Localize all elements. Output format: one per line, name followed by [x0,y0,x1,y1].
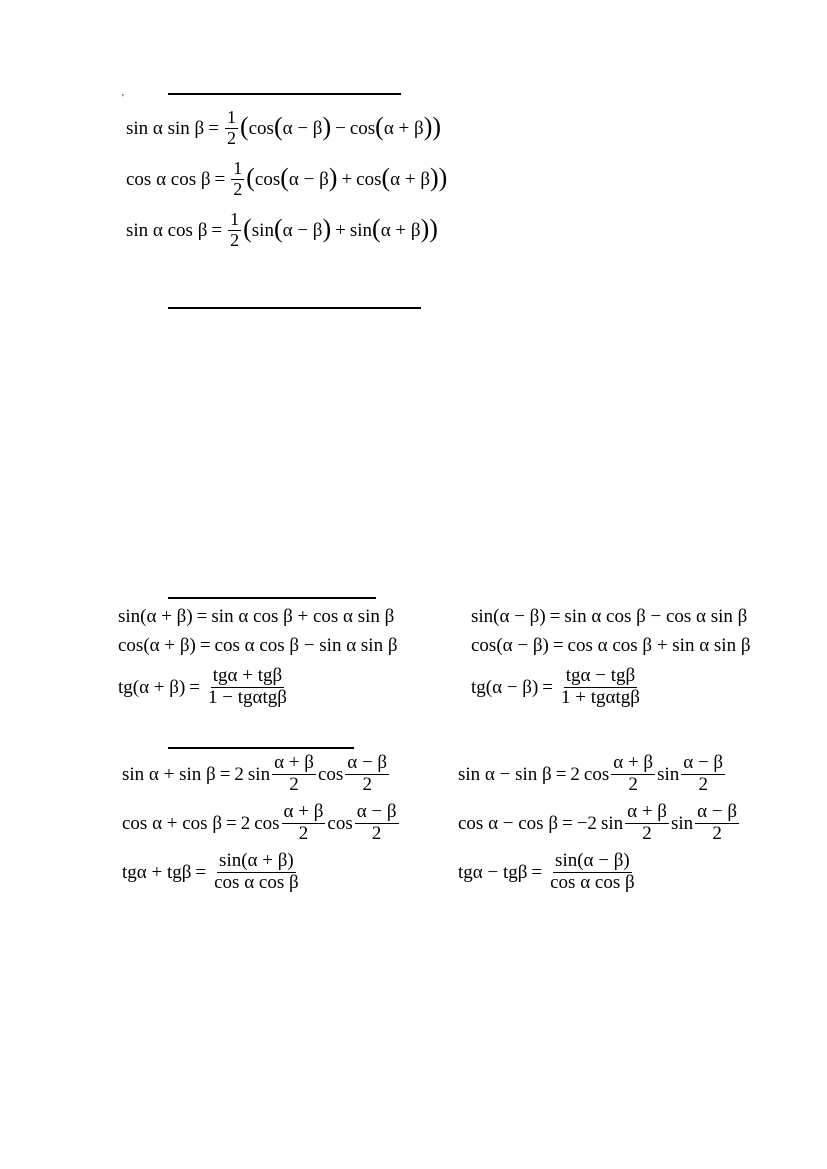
arg: α + β [390,168,430,190]
fraction-numerator: α − β [347,752,388,773]
formula-lhs: sin α cos β [126,219,208,241]
fraction-numerator: sin(α − β) [555,850,630,871]
fraction-numerator: α − β [356,801,397,822]
func: cos [254,168,281,190]
arg: α − β [288,168,329,190]
formula-tg-diff: tg(α − β) = $\frac{\text{tgα − tgβ}}{\text{1 + tgαtgβ}}$ [471,665,640,708]
fraction-denominator: 2 [628,773,638,795]
fraction-numerator: tgα + tgβ [212,665,283,686]
formula-lhs: cos α − cos β [458,812,558,834]
func: cos [248,117,274,139]
formula-lhs: sin α − sin β [458,763,552,785]
stray-mark: ' [122,93,124,104]
arg: α − β [282,117,323,139]
formula-rhs: cos α cos β + sin α sin β [567,635,751,656]
arg: α + β [383,117,424,139]
fraction-denominator: 2 [371,822,382,844]
arg: α + β [380,219,421,241]
fraction-numerator: sin(α + β) [219,850,294,871]
fraction-denominator: 2 [642,822,652,844]
coefficient: −2 [576,812,597,834]
formula-cos-minus-cos: cos α − cos β = −2 sin $\frac{\alpha + \beta}{2}$ sin $\frac{\alpha - \beta}{2}$ [458,801,737,844]
func: sin [251,219,274,241]
section-rule-product-to-sum [168,93,401,95]
formula-lhs: cos(α + β) [118,635,196,656]
formula-lhs: tg(α − β) [471,676,539,698]
arg: α − β [282,219,323,241]
formula-sin-sin: sin α sin β = $\frac{1}{2}$ ( cos ( α − β ) − cos ( α + β )) [126,107,442,148]
func: sin [670,812,694,834]
formula-cos-plus-cos: cos α + cos β = 2 cos $\frac{\alpha + \beta}{2}$ cos $\frac{\alpha - \beta}{2}$ [122,801,397,844]
formula-rhs: sin α cos β + cos α sin β [211,606,395,627]
section-rule-sum-to-product [168,747,354,749]
formula-sin-cos: sin α cos β = $\frac{1}{2}$ ( sin ( α − β ) + sin ( α + β )) [126,209,438,250]
formula-cos-sum: cos(α + β) = cos α cos β − sin α sin β [118,635,398,656]
formula-tg-plus-tg: tgα + tgβ = $\frac{\sin(\alpha + \beta)}{\text{cos α cos β}}$ [122,850,299,893]
coef-numerator: 1 [230,209,240,229]
formula-lhs: sin α + sin β [122,763,216,785]
func: sin [657,763,680,785]
coef-denominator: 2 [226,127,236,148]
formula-lhs: tgα − tgβ [458,861,528,883]
func: cos [349,117,376,139]
fraction-numerator: α + β [613,752,654,773]
formula-sin-diff: sin(α − β) = sin α cos β − cos α sin β [471,606,748,627]
fraction-numerator: tgα − tgβ [565,665,636,686]
formula-lhs: sin(α − β) [471,606,546,627]
section-rule-empty [168,307,421,309]
formula-lhs: cos(α − β) [471,635,549,656]
formula-lhs: cos α cos β [126,168,211,190]
func: cos [583,763,610,785]
fraction-denominator: 2 [712,822,722,844]
fraction-numerator: α + β [627,801,667,822]
formula-cos-cos: cos α cos β = $\frac{1}{2}$ ( cos ( α − β ) + cos ( α + β )) [126,158,448,199]
section-rule-addition [168,597,376,599]
operator: + [341,168,353,190]
formula-lhs: cos α + cos β [122,812,222,834]
coef-numerator: 1 [226,107,236,127]
fraction-numerator: α + β [283,801,324,822]
formula-rhs: cos α cos β − sin α sin β [214,635,398,656]
fraction-denominator: 2 [289,773,299,795]
coefficient: 2 [570,763,580,785]
formula-cos-diff: cos(α − β) = cos α cos β + sin α sin β [471,635,751,656]
fraction-denominator: 2 [698,773,708,795]
formula-tg-sum: tg(α + β) = $\frac{\text{tgα + tgβ}}{\text{1 − tgαtgβ}}$ [118,665,287,708]
func: cos [254,812,280,834]
func: cos [356,168,382,190]
operator: − [335,117,346,139]
func: cos [317,763,344,785]
coef-denominator: 2 [230,229,240,250]
operator: + [335,219,346,241]
formula-rhs: sin α cos β − cos α sin β [564,606,748,627]
fraction-numerator: α − β [697,801,737,822]
coef-numerator: 1 [233,158,243,178]
fraction-numerator: α − β [683,752,724,773]
formula-lhs: sin(α + β) [118,606,193,627]
fraction-denominator: 2 [362,773,372,795]
formula-sin-minus-sin: sin α − sin β = 2 cos $\frac{\alpha + \beta}{2}$ sin $\frac{\alpha - \beta}{2}$ [458,752,724,795]
func: sin [349,219,373,241]
fraction-denominator: cos α cos β [550,871,635,893]
func: sin [600,812,624,834]
coef-denominator: 2 [233,178,243,199]
formula-sin-sum: sin(α + β) = sin α cos β + cos α sin β [118,606,395,627]
fraction-denominator: 1 − tgαtgβ [208,686,287,708]
coefficient: 2 [240,812,251,834]
coefficient: 2 [234,763,244,785]
formula-sin-plus-sin: sin α + sin β = 2 sin $\frac{\alpha + \beta}{2}$ cos $\frac{\alpha - \beta}{2}$ [122,752,388,795]
fraction-denominator: 1 + tgαtgβ [561,686,640,708]
fraction-numerator: α + β [274,752,314,773]
formula-lhs: tg(α + β) [118,676,186,698]
formula-tg-minus-tg: tgα − tgβ = $\frac{\sin(\alpha - \beta)}{\text{cos α cos β}}$ [458,850,635,893]
formula-lhs: tgα + tgβ [122,861,192,883]
func: cos [327,812,353,834]
formula-lhs: sin α sin β [126,117,205,139]
fraction-denominator: cos α cos β [214,871,299,893]
func: sin [247,763,271,785]
fraction-denominator: 2 [298,822,309,844]
